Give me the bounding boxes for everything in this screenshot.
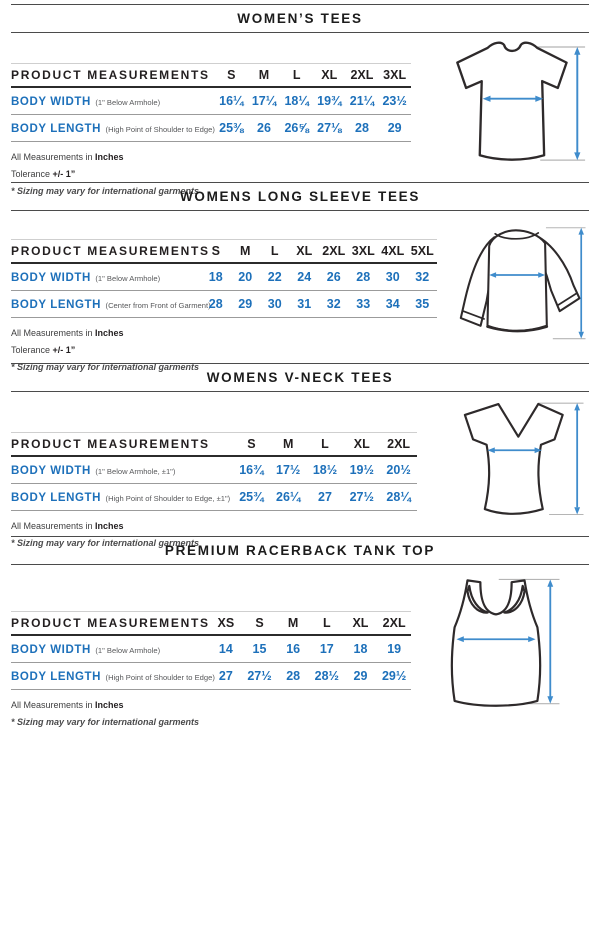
measurement-row <box>11 484 417 511</box>
measurement-value: 29 <box>238 297 253 311</box>
units-note <box>11 149 411 166</box>
measurement-value: 20½ <box>386 463 411 477</box>
measurement-value: 24 <box>297 270 312 284</box>
measurement-name: BODY LENGTH <box>11 671 102 683</box>
measurements-table <box>11 239 437 318</box>
size-column-header: S <box>227 68 236 82</box>
measurement-note: (1" Below Armhole, ±1") <box>95 467 176 476</box>
units-note-text: All Measurements in <box>11 700 96 710</box>
size-column-header: 2XL <box>322 244 346 258</box>
measurement-value: 27½ <box>349 490 374 504</box>
measurement-value: 27⅛ <box>317 121 342 135</box>
garment-illustration <box>431 38 589 180</box>
units-note-unit: Inches <box>95 328 124 338</box>
measurement-value: 15 <box>252 642 267 656</box>
measurement-note: (1" Below Armhole) <box>95 274 161 283</box>
size-column-header: 3XL <box>351 244 375 258</box>
size-column-header: 2XL <box>382 616 406 630</box>
measurement-value: 17½ <box>276 463 301 477</box>
table-body <box>11 456 417 511</box>
measurement-value: 31 <box>297 297 312 311</box>
body-length-arrow-icon <box>574 47 580 160</box>
tolerance-note-text: Tolerance <box>11 345 53 356</box>
measurement-value: 34 <box>385 297 400 311</box>
measurement-value: 26 <box>326 270 341 284</box>
size-column-header: L <box>322 616 331 630</box>
measurement-value: 23½ <box>382 94 407 108</box>
measurement-value: 29 <box>353 669 368 683</box>
v-neck-tee-drawing <box>444 395 589 529</box>
garment-illustration <box>427 572 565 717</box>
garment-outline <box>465 404 563 514</box>
measurement-row <box>11 456 417 484</box>
long-sleeve-tee-drawing <box>441 220 589 349</box>
measurement-value: 28 <box>356 270 371 284</box>
measurement-value: 18¼ <box>284 94 309 108</box>
size-column-header: XL <box>321 68 338 82</box>
tolerance-note-text: Tolerance <box>11 169 53 180</box>
footnotes <box>11 697 411 731</box>
measurement-value: 28 <box>286 669 301 683</box>
product-measurements-header: PRODUCT MEASUREMENTS <box>11 68 210 82</box>
size-column-header: L <box>321 437 329 451</box>
tolerance-note <box>11 342 437 359</box>
size-column-header: 5XL <box>410 244 434 258</box>
measurement-note: (1" Below Armhole) <box>95 646 161 655</box>
sizing-disclaimer: * Sizing may vary for international garments <box>11 186 200 197</box>
measurement-name: BODY WIDTH <box>11 644 91 656</box>
units-note <box>11 325 437 342</box>
measurement-name: BODY LENGTH <box>11 299 102 311</box>
measurement-row <box>11 115 411 142</box>
measurement-row <box>11 291 437 318</box>
size-column-header: 3XL <box>383 68 407 82</box>
measurement-value: 35 <box>415 297 430 311</box>
section-title: WOMENS V-NECK TEES <box>206 370 394 385</box>
size-column-header: M <box>240 244 251 258</box>
measurement-name: BODY WIDTH <box>11 96 91 108</box>
garment-outline <box>487 230 546 331</box>
measurement-label-cell <box>11 115 215 142</box>
sizing-disclaimer: * Sizing may vary for international garments <box>11 362 200 373</box>
product-measurements-header: PRODUCT MEASUREMENTS <box>11 437 210 451</box>
measurement-value: 27 <box>318 490 332 504</box>
section-body <box>11 392 589 549</box>
measurement-value: 27 <box>218 669 233 683</box>
size-column-header: M <box>282 437 294 451</box>
measurement-value: 16 <box>286 642 301 656</box>
size-column-header: M <box>287 616 299 630</box>
body-length-arrow-icon <box>578 228 584 339</box>
body-length-arrow-icon <box>547 579 553 703</box>
product-measurements-header: PRODUCT MEASUREMENTS <box>11 244 210 258</box>
sizing-disclaimer: * Sizing may vary for international garments <box>11 717 200 728</box>
measurement-value: 17 <box>319 642 334 656</box>
measurement-row <box>11 87 411 115</box>
measurement-name: BODY WIDTH <box>11 465 91 477</box>
measurement-label-cell <box>11 87 215 115</box>
measurement-value: 16¾ <box>239 463 264 477</box>
units-note-unit: Inches <box>95 700 124 710</box>
measurement-note: (High Point of Shoulder to Edge) <box>105 125 215 134</box>
size-column-header: S <box>211 244 220 258</box>
measurement-value: 28 <box>355 121 369 135</box>
measurement-row <box>11 263 437 291</box>
measurement-value: 16¼ <box>219 94 244 108</box>
measurement-value: 30 <box>267 297 282 311</box>
measurement-value: 17¼ <box>251 94 277 108</box>
table-header-row <box>11 612 411 636</box>
measurement-value: 19¾ <box>317 94 342 108</box>
measurement-label-cell <box>11 484 233 511</box>
size-column-header: S <box>247 437 256 451</box>
racerback-tank-drawing <box>427 572 565 712</box>
section-title: WOMENS LONG SLEEVE TEES <box>179 189 421 204</box>
garment-outline <box>457 43 566 160</box>
section-title: WOMEN’S TEES <box>237 11 363 26</box>
section-body <box>11 211 589 373</box>
units-note <box>11 697 411 714</box>
measurement-note: (Center from Front of Garment) <box>105 301 211 310</box>
measurement-value: 28 <box>208 297 223 311</box>
table-body <box>11 87 411 142</box>
measurement-value: 28½ <box>314 669 339 683</box>
measurements-table <box>11 432 417 511</box>
size-column-header: L <box>270 244 279 258</box>
measurement-value: 29½ <box>381 669 407 683</box>
tolerance-note <box>11 166 411 183</box>
measurement-label-cell <box>11 635 209 663</box>
footnotes <box>11 325 437 376</box>
measurement-label-cell <box>11 263 201 291</box>
measurement-name: BODY LENGTH <box>11 492 102 504</box>
measurement-value: 33 <box>356 297 371 311</box>
size-chart-section <box>11 536 589 728</box>
size-column-header: XL <box>352 616 369 630</box>
units-note-text: All Measurements in <box>11 152 96 162</box>
units-note-unit: Inches <box>95 152 124 162</box>
table-header-row <box>11 433 417 457</box>
measurements-table <box>11 63 411 142</box>
units-note-unit: Inches <box>95 521 124 531</box>
measurement-value: 22 <box>267 270 282 284</box>
table-and-notes <box>11 392 417 552</box>
table-and-notes <box>11 211 437 376</box>
sizing-disclaimer: * Sizing may vary for international garments <box>11 538 200 549</box>
tee-shirt-drawing <box>431 38 589 175</box>
measurement-name: BODY WIDTH <box>11 272 91 284</box>
measurement-value: 19½ <box>349 463 374 477</box>
garment-illustration <box>444 395 589 534</box>
measurement-value: 19 <box>387 642 402 656</box>
measurement-value: 27½ <box>247 669 272 683</box>
table-and-notes <box>11 33 411 200</box>
section-body <box>11 565 589 728</box>
measurement-value: 21¼ <box>349 94 375 108</box>
table-header-row <box>11 240 437 264</box>
size-column-header: 2XL <box>387 437 411 451</box>
size-column-header: 4XL <box>381 244 405 258</box>
measurement-label-cell <box>11 456 233 484</box>
measurement-note: (High Point of Shoulder to Edge, ±1") <box>105 494 231 503</box>
measurement-note: (1" Below Armhole) <box>95 98 161 107</box>
body-length-arrow-icon <box>574 403 580 514</box>
measurement-value: 26¼ <box>276 490 301 504</box>
measurement-value: 30 <box>385 270 400 284</box>
measurement-note: (High Point of Shoulder to Edge) <box>105 673 215 682</box>
measurement-value: 20 <box>238 270 253 284</box>
size-column-header: XL <box>353 437 370 451</box>
size-column-header: M <box>258 68 270 82</box>
size-column-header: XL <box>296 244 313 258</box>
tolerance-note-value: +/- 1” <box>52 345 76 356</box>
size-chart-section <box>11 182 589 373</box>
measurement-value: 18½ <box>312 463 338 477</box>
table-body <box>11 635 411 690</box>
measurement-value: 28¼ <box>386 490 411 504</box>
table-header-row <box>11 64 411 88</box>
units-note <box>11 518 417 535</box>
measurement-label-cell <box>11 663 215 690</box>
product-measurements-header: PRODUCT MEASUREMENTS <box>11 616 210 630</box>
measurement-name: BODY LENGTH <box>11 123 102 135</box>
size-column-header: 2XL <box>350 68 374 82</box>
garment-outline <box>452 580 540 705</box>
size-chart-section <box>11 363 589 549</box>
size-column-header: L <box>292 68 301 82</box>
table-and-notes <box>11 565 411 731</box>
measurement-value: 25¾ <box>239 490 264 504</box>
measurement-value: 18 <box>208 270 223 284</box>
measurement-value: 26 <box>257 121 271 135</box>
measurement-value: 25⅜ <box>219 121 244 135</box>
table-body <box>11 263 437 318</box>
section-title: PREMIUM RACERBACK TANK TOP <box>164 543 436 558</box>
measurement-row <box>11 663 411 690</box>
measurement-value: 14 <box>218 642 233 656</box>
measurement-label-cell <box>11 291 211 318</box>
size-column-header: S <box>255 616 264 630</box>
measurement-value: 29 <box>387 121 402 135</box>
units-note-text: All Measurements in <box>11 328 96 338</box>
garment-illustration <box>441 220 589 354</box>
measurement-value: 18 <box>353 642 368 656</box>
tolerance-note-value: +/- 1” <box>52 169 76 180</box>
measurement-value: 26⅝ <box>284 121 309 135</box>
size-column-header: XS <box>217 616 235 630</box>
measurement-value: 32 <box>415 270 430 284</box>
measurements-table <box>11 611 411 690</box>
measurement-row <box>11 635 411 663</box>
section-header <box>11 4 589 33</box>
units-note-text: All Measurements in <box>11 521 96 531</box>
measurement-value: 32 <box>326 297 341 311</box>
